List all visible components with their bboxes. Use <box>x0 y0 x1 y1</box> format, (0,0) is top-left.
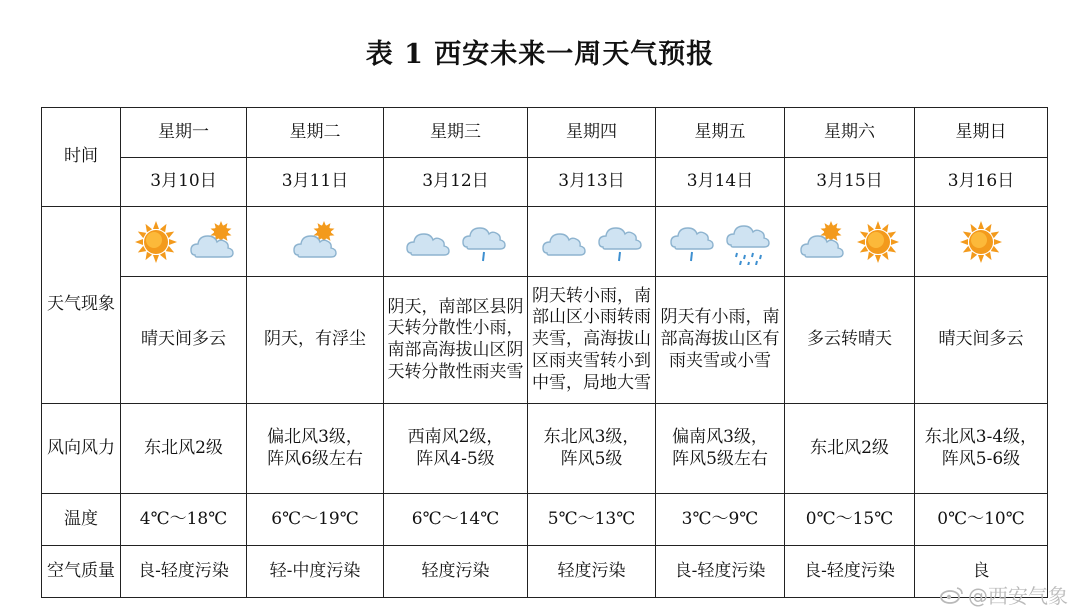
weather-desc-cell: 阴天，南部区县阴天转分散性小雨，南部高海拔山区阴天转分散性雨夹雪 <box>384 277 528 404</box>
row-label-air: 空气质量 <box>42 546 121 598</box>
partly-cloudy-icon <box>799 219 845 265</box>
weather-icon-cell <box>528 207 656 277</box>
wind-cell <box>384 404 528 494</box>
watermark <box>940 580 1068 609</box>
sleet-icon <box>725 219 771 265</box>
temperature-cell: 0℃～10℃ <box>915 494 1048 546</box>
sun-icon <box>958 219 1004 265</box>
air-quality-cell: 良-轻度污染 <box>785 546 915 598</box>
air-quality-cell: 轻度污染 <box>528 546 656 598</box>
wind-line: 偏南风3级， <box>672 426 768 447</box>
date-cell: 3月14日 <box>656 158 785 207</box>
weather-icon-cell <box>121 207 247 277</box>
air-quality-cell: 良-轻度污染 <box>121 546 247 598</box>
temperature-cell: 0℃～15℃ <box>785 494 915 546</box>
air-quality-cell: 轻-中度污染 <box>247 546 384 598</box>
weekday-cell: 星期四 <box>528 108 656 158</box>
weather-desc-cell: 晴天间多云 <box>915 277 1048 404</box>
wind-line: 西南风2级， <box>407 426 504 447</box>
weekday-cell: 星期三 <box>384 108 528 158</box>
weather-icon-cell <box>785 207 915 277</box>
wind-cell <box>528 404 656 494</box>
wind-line: 东北风2级 <box>810 437 889 458</box>
weekday-cell: 星期一 <box>121 108 247 158</box>
wind-line: 东北风3-4级， <box>924 426 1038 447</box>
wind-line: 阵风6级左右 <box>267 448 363 469</box>
temperature-cell: 3℃～9℃ <box>656 494 785 546</box>
date-cell: 3月16日 <box>915 158 1048 207</box>
wind-cell <box>656 404 785 494</box>
light-rain-icon <box>597 219 643 265</box>
air-quality-cell: 良 <box>915 546 1048 598</box>
sun-icon <box>855 219 901 265</box>
wind-cell <box>121 404 247 494</box>
wind-cell <box>915 404 1048 494</box>
light-rain-icon <box>461 219 507 265</box>
weekday-cell: 星期六 <box>785 108 915 158</box>
row-label-time: 时间 <box>42 108 121 207</box>
weather-icon-cell <box>656 207 785 277</box>
wind-line: 东北风2级 <box>144 437 223 458</box>
wind-line: 阵风5级 <box>560 448 623 469</box>
row-label-weather: 天气现象 <box>42 207 121 404</box>
row-label-temp: 温度 <box>42 494 121 546</box>
date-cell: 3月10日 <box>121 158 247 207</box>
wind-line: 偏北风3级， <box>267 426 363 447</box>
weibo-logo-icon <box>940 586 964 604</box>
temperature-cell: 5℃～13℃ <box>528 494 656 546</box>
weather-desc-cell: 阴天转小雨，南部山区小雨转雨夹雪，高海拔山区雨夹雪转小到中雪，局地大雪 <box>528 277 656 404</box>
wind-line: 阵风5-6级 <box>941 448 1021 469</box>
date-cell: 3月13日 <box>528 158 656 207</box>
weekday-cell: 星期日 <box>915 108 1048 158</box>
temperature-cell: 4℃～18℃ <box>121 494 247 546</box>
weather-icon-cell <box>247 207 384 277</box>
wind-line: 阵风4-5级 <box>416 448 495 469</box>
weather-desc-cell: 阴天有小雨，南部高海拔山区有雨夹雪或小雪 <box>656 277 785 404</box>
light-rain-icon <box>669 219 715 265</box>
temperature-cell: 6℃～14℃ <box>384 494 528 546</box>
overcast-icon <box>541 219 587 265</box>
wind-line: 阵风5级左右 <box>672 448 768 469</box>
air-quality-cell: 良-轻度污染 <box>656 546 785 598</box>
weather-desc-cell: 晴天间多云 <box>121 277 247 404</box>
date-cell: 3月11日 <box>247 158 384 207</box>
row-label-wind: 风向风力 <box>42 404 121 494</box>
weekday-cell: 星期五 <box>656 108 785 158</box>
temperature-cell: 6℃～19℃ <box>247 494 384 546</box>
page-title: 表 1 西安未来一周天气预报 <box>365 39 715 70</box>
overcast-icon <box>405 219 451 265</box>
weather-icon-cell <box>915 207 1048 277</box>
forecast-table <box>41 107 1048 598</box>
watermark-text: @西安气象 <box>968 584 1068 608</box>
weekday-cell: 星期二 <box>247 108 384 158</box>
wind-line: 东北风3级， <box>543 426 640 447</box>
weather-icon-cell <box>384 207 528 277</box>
wind-cell <box>785 404 915 494</box>
weather-desc-cell: 阴天，有浮尘 <box>247 277 384 404</box>
weather-desc-cell: 多云转晴天 <box>785 277 915 404</box>
wind-cell <box>247 404 384 494</box>
partly-cloudy-icon <box>189 219 235 265</box>
partly-cloudy-icon <box>292 219 338 265</box>
date-cell: 3月15日 <box>785 158 915 207</box>
sun-icon <box>133 219 179 265</box>
air-quality-cell: 轻度污染 <box>384 546 528 598</box>
date-cell: 3月12日 <box>384 158 528 207</box>
